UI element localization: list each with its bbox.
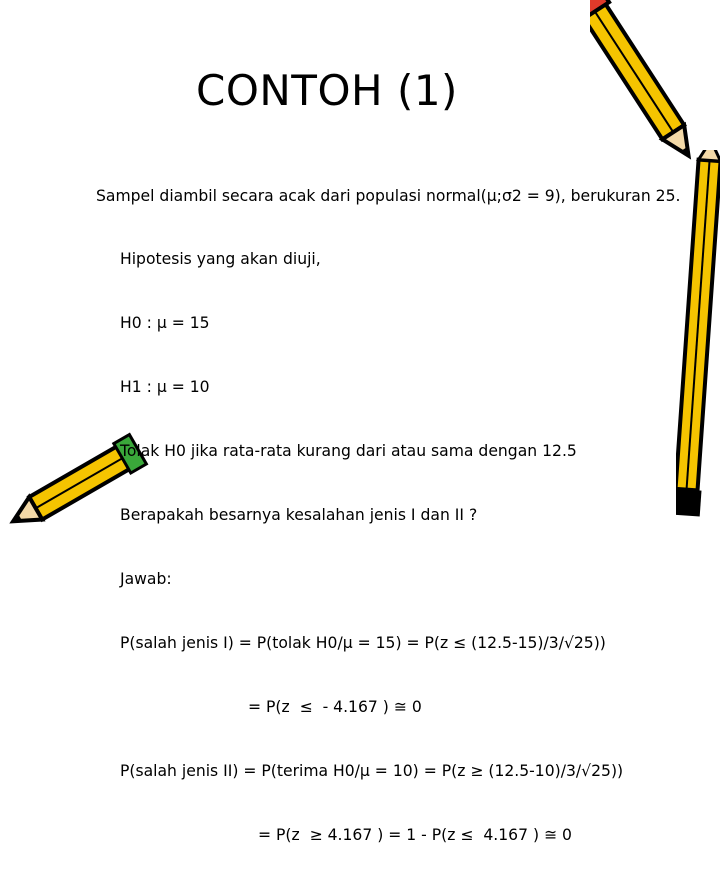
body-line-h1: H1 : µ = 10 <box>120 378 210 397</box>
body-line-sample: Sampel diambil secara acak dari populasi normal(µ;σ2 = 9), berukuran 25. <box>96 186 681 205</box>
slide-title: CONTOH (1) <box>196 66 458 115</box>
body-line-reject-rule: Tolak H0 jika rata-rata kurang dari atau sama dengan 12.5 <box>120 442 577 461</box>
body-line-error-type-1: P(salah jenis I) = P(tolak H0/µ = 15) = P(z ≤ (12.5-15)/3/√25)) <box>120 633 606 652</box>
body-line-hypothesis: Hipotesis yang akan diuji, <box>120 250 321 269</box>
body-line-error-type-1-result: = P(z ≤ - 4.167 ) ≅ 0 <box>248 697 422 716</box>
body-line-error-type-2: P(salah jenis II) = P(terima H0/µ = 10) = P(z ≥ (12.5-10)/3/√25)) <box>120 761 624 780</box>
slide-body <box>96 143 680 888</box>
body-line-error-type-2-result: = P(z ≥ 4.167 ) = 1 - P(z ≤ 4.167 ) ≅ 0 <box>258 825 572 844</box>
pencil-icon <box>676 150 720 530</box>
body-line-h0: H0 : µ = 15 <box>120 314 210 333</box>
body-line-question: Berapakah besarnya kesalahan jenis I dan II ? <box>120 506 478 525</box>
body-line-answer-label: Jawab: <box>120 569 172 588</box>
